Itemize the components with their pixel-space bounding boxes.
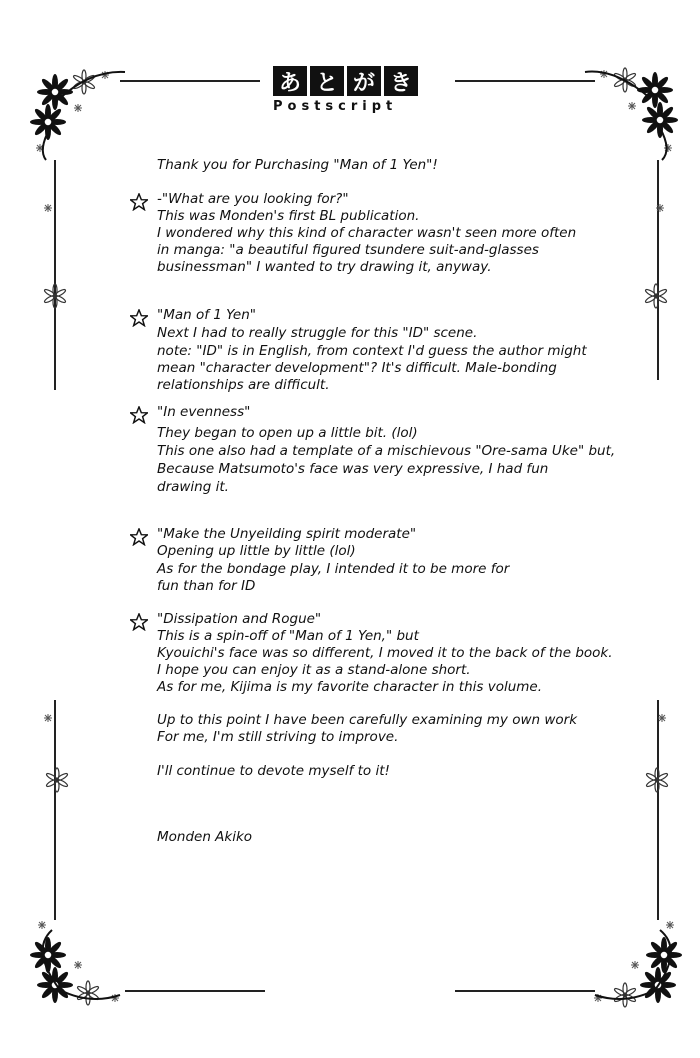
section-1-line: businessman" I wanted to try drawing it, anyway.	[157, 259, 492, 275]
section-5-line: Kyouichi's face was so different, I moved it to the back of the book.	[157, 645, 613, 661]
star-bullet-icon	[130, 309, 148, 327]
section-1-line: in manga: "a beautiful figured tsundere suit-and-glasses	[157, 242, 539, 258]
title-kana-char: が	[347, 66, 381, 96]
closing-line: For me, I'm still striving to improve.	[157, 729, 399, 745]
page-title	[273, 66, 433, 114]
star-bullet-icon	[130, 613, 148, 631]
section-1-line: I wondered why this kind of character wasn't seen more often	[157, 225, 577, 241]
final-line: I'll continue to devote myself to it!	[157, 763, 390, 779]
section-2-line: mean "character development"? It's difficult. Male-bonding	[157, 360, 557, 376]
star-bullet-icon	[130, 406, 148, 424]
section-1-line: This was Monden's first BL publication.	[157, 208, 420, 224]
star-bullet-icon	[130, 193, 148, 211]
section-2-line: Next I had to really struggle for this "ID" scene.	[157, 325, 478, 341]
title-kana-char: き	[384, 66, 418, 96]
title-kana-char: あ	[273, 66, 307, 96]
section-5-line: As for me, Kijima is my favorite character in this volume.	[157, 679, 543, 695]
section-4-title: "Make the Unyeilding spirit moderate"	[157, 526, 417, 542]
signature: Monden Akiko	[157, 829, 253, 845]
section-2-line: relationships are difficult.	[157, 377, 330, 393]
section-1-title: -"What are you looking for?"	[157, 191, 349, 207]
page-subtitle: Postscript	[273, 99, 398, 114]
section-4-line: fun than for ID	[157, 578, 256, 594]
title-kana	[273, 66, 433, 96]
intro-line: Thank you for Purchasing "Man of 1 Yen"!	[157, 157, 438, 173]
section-3-title: "In evenness"	[157, 404, 251, 420]
title-kana-char: と	[310, 66, 344, 96]
closing-line: Up to this point I have been carefully examining my own work	[157, 712, 578, 728]
section-2-line: note: "ID" is in English, from context I'd guess the author might	[157, 343, 587, 359]
section-5-line: I hope you can enjoy it as a stand-alone short.	[157, 662, 471, 678]
section-5-title: "Dissipation and Rogue"	[157, 611, 322, 627]
section-3-line: Because Matsumoto's face was very expressive, I had fun	[157, 461, 549, 477]
section-2-title: "Man of 1 Yen"	[157, 307, 256, 323]
section-3-line: They began to open up a little bit. (lol)	[157, 425, 418, 441]
section-5-line: This is a spin-off of "Man of 1 Yen," but	[157, 628, 419, 644]
section-3-line: drawing it.	[157, 479, 229, 495]
star-bullet-icon	[130, 528, 148, 546]
section-4-line: As for the bondage play, I intended it to be more for	[157, 561, 510, 577]
section-4-line: Opening up little by little (lol)	[157, 543, 356, 559]
section-3-line: This one also had a template of a mischievous "Ore-sama Uke" but,	[157, 443, 616, 459]
